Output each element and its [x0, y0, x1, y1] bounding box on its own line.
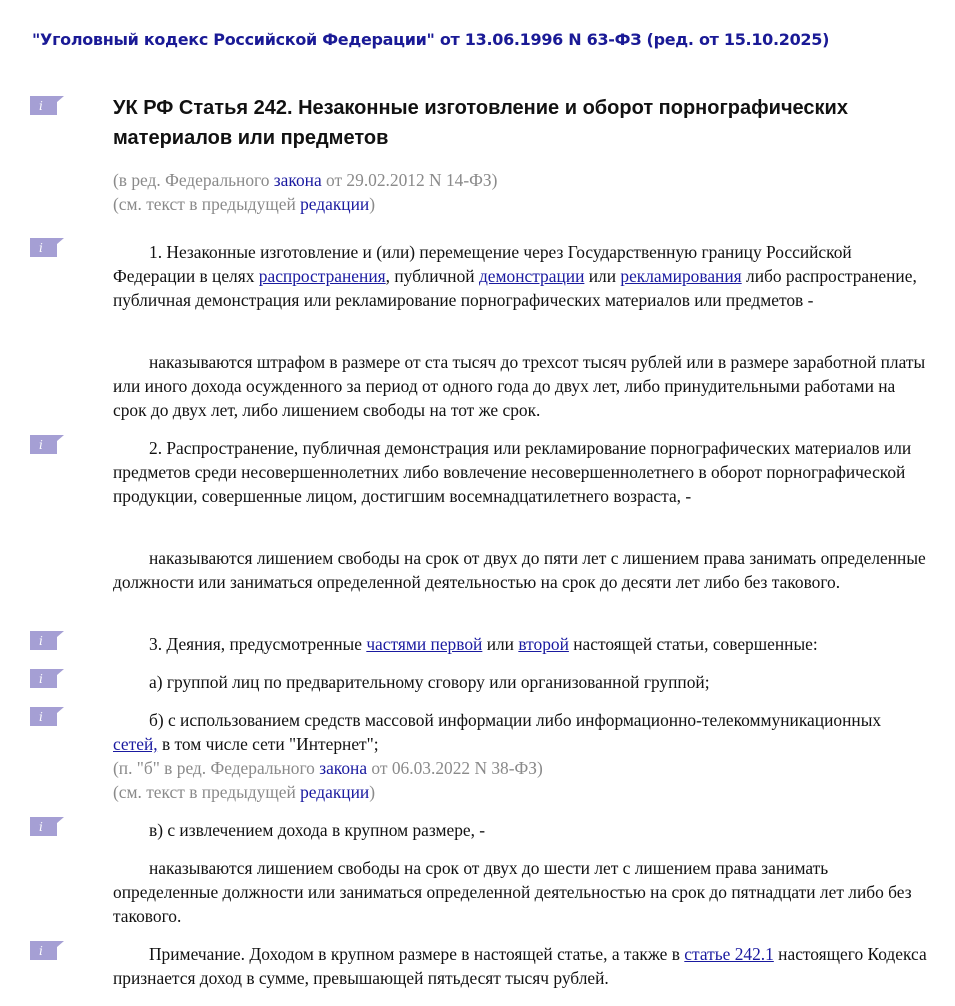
info-icon[interactable] — [30, 941, 64, 960]
law-link[interactable]: закона — [319, 758, 368, 778]
svg-text:i: i — [39, 438, 43, 452]
info-icon[interactable] — [30, 631, 64, 650]
amendment-note: (п. "б" в ред. Федерального закона от 06.03.2022 N 38-ФЗ) (см. текст в предыдущей редакции) — [113, 758, 543, 802]
svg-text:i: i — [39, 99, 43, 113]
document-title-link[interactable]: "Уголовный кодекс Российской Федерации" от 13.06.1996 N 63-ФЗ (ред. от 15.10.2025) — [32, 30, 830, 49]
parts-first-link[interactable]: частями первой — [366, 634, 483, 654]
svg-text:i: i — [39, 672, 43, 686]
svg-text:i: i — [39, 634, 43, 648]
item-a: а) группой лиц по предварительному сговору или организованной группой; — [149, 672, 710, 692]
article-242-1-link[interactable]: статье 242.1 — [684, 944, 774, 964]
networks-link[interactable]: сетей, — [113, 734, 158, 754]
amendment-note: (в ред. Федерального закона от 29.02.2012 N 14-ФЗ) (см. текст в предыдущей редакции) — [113, 170, 498, 214]
svg-text:i: i — [39, 944, 43, 958]
law-link[interactable]: закона — [273, 170, 322, 190]
item-v: в) с извлечением дохода в крупном размере, - — [149, 820, 486, 840]
info-icon[interactable] — [30, 669, 64, 688]
previous-edition-link[interactable]: редакции — [300, 782, 370, 802]
svg-text:i: i — [39, 820, 43, 834]
info-icon[interactable] — [30, 435, 64, 454]
previous-edition-link[interactable]: редакции — [300, 194, 370, 214]
penalty-part-1: наказываются штрафом в размере от ста тысяч до трехсот тысяч рублей или в размере заработной платы или иного дохода осужденного за период от одного года до двух лет, либо принудительными работами на срок до двух лет, либо лишением свободы на тот же срок. — [113, 352, 926, 420]
info-icon[interactable] — [30, 96, 64, 115]
penalty-part-3: наказываются лишением свободы на срок от двух до шести лет с лишением права занимать определенные должности или заниматься определенной деятельностью на срок до пятнадцати лет либо без такового. — [113, 858, 912, 926]
paragraph-part-1: 1. Незаконные изготовление и (или) перемещение через Государственную границу Российской Федерации в целях распространения, публичной демонстрации или рекламирования либо распространение, публичная демонстрация или рекламирование порнографических материалов или предметов - — [113, 242, 917, 310]
svg-text:i: i — [39, 241, 43, 255]
second-part-link[interactable]: второй — [518, 634, 569, 654]
item-b: б) с использованием средств массовой информации либо информационно-телекоммуникационных сетей, в том числе сети "Интернет"; — [113, 710, 882, 754]
paragraph-part-2: 2. Распространение, публичная демонстрация или рекламирование порнографических материалов или предметов среди несовершеннолетних либо вовлечение несовершеннолетнего в оборот порнографической продукции, совершенные лицом, достигшим восемнадцатилетнего возраста, - — [113, 438, 912, 506]
info-icon[interactable] — [30, 238, 64, 257]
penalty-part-2: наказываются лишением свободы на срок от двух до пяти лет с лишением права занимать определенные должности или заниматься определенной деятельностью на срок до десяти лет либо без такового. — [113, 548, 926, 592]
distribution-link[interactable]: распространения — [258, 266, 386, 286]
paragraph-part-3: 3. Деяния, предусмотренные частями первой или второй настоящей статьи, совершенные: — [149, 634, 818, 654]
info-icon[interactable] — [30, 707, 64, 726]
article-heading: УК РФ Статья 242. Незаконные изготовление и оборот порнографических материалов или предметов — [113, 97, 848, 149]
svg-text:i: i — [39, 710, 43, 724]
article-note: Примечание. Доходом в крупном размере в настоящей статье, а также в статье 242.1 настоящего Кодекса признается доход в сумме, превышающей пятьдесят тысяч рублей. — [113, 944, 927, 988]
demonstration-link[interactable]: демонстрации — [478, 266, 585, 286]
info-icon[interactable] — [30, 817, 64, 836]
advertising-link[interactable]: рекламирования — [620, 266, 742, 286]
